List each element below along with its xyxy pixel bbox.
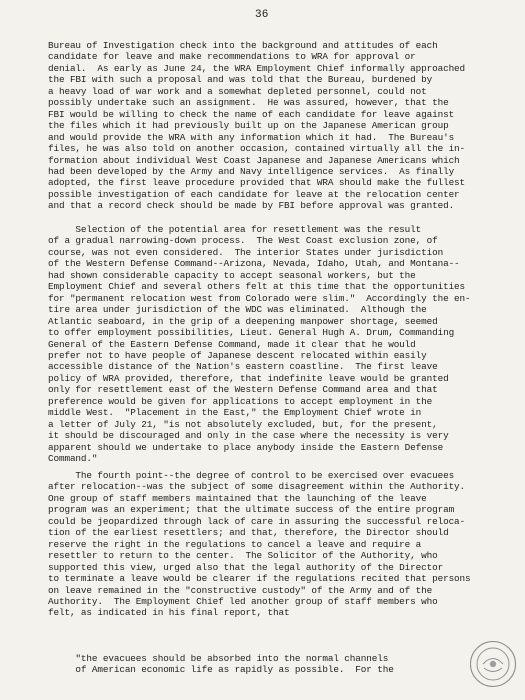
text-line: and that a record check should be made by FBI before approval was granted. (48, 200, 455, 212)
text-line: reserve the right in the regulations to cancel a leave and require a (48, 538, 422, 550)
text-line: Atlantic seaboard, in the grip of a deepening manpower shortage, seemed (48, 315, 438, 327)
text-line: of the Western Defense Command--Arizona, Nevada, Idaho, Utah, and Montana-- (48, 258, 460, 270)
text-line: a heavy load of war work and a somewhat depleted personnel, could not (48, 85, 427, 97)
text-line: files, he was also told on another occasion, contained virtually all the in- (48, 143, 466, 155)
paragraph-fourth-point (48, 470, 498, 619)
text-line: General of the Eastern Defense Command, made it clear that he would (48, 338, 416, 350)
text-line: accessible distance of the Nation's eastern coastline. The first leave (48, 361, 438, 373)
text-line: course, was not even considered. The interior States under jurisdiction (48, 246, 444, 258)
text-line: Command." (48, 453, 98, 465)
text-line: it should be discouraged and only in the case where the necessity is very (48, 430, 449, 442)
paragraph-resettlement-area (48, 224, 498, 465)
text-line: "the evacuees should be absorbed into the normal channels (48, 653, 389, 664)
text-line: apparent should we undertake to place anybody inside the Eastern Defense (48, 441, 444, 453)
text-line: had been developed by the Army and Navy intelligence services. As finally (48, 165, 455, 177)
text-line: of a gradual narrowing-down process. The West Coast exclusion zone, of (48, 235, 438, 247)
text-line: supported this view, urged also that the legal authority of the Director (48, 561, 444, 573)
text-line: The fourth point--the degree of control to be exercised over evacuees (48, 470, 455, 481)
text-line: could be jeopardized through lack of care in assuring the successful reloca- (48, 515, 466, 527)
page-number: 36 (255, 9, 269, 21)
archive-stamp (470, 641, 516, 687)
text-line: Employment Chief and several others felt at this time that the opportunities (48, 281, 466, 293)
text-line: the FBI with such a proposal and was told that the Bureau, burdened by (48, 74, 433, 86)
text-line: candidate for leave and make recommendations to WRA for approval or (48, 51, 416, 63)
text-line: had shown considerable capacity to accept seasonal workers, but the (48, 269, 416, 281)
stamp-seal-icon (471, 642, 515, 686)
text-line: for "permanent relocation west from Colorado were slim." Accordingly the en- (48, 292, 471, 304)
text-line: Bureau of Investigation check into the background and attitudes of each (48, 40, 438, 51)
text-line: to offer employment possibilities, Lieut. General Hugh A. Drum, Commanding (48, 327, 455, 339)
text-line: only for resettlement east of the Western Defense Command area and that (48, 384, 438, 396)
text-line: after relocation--was the subject of some disagreement within the Authority. (48, 481, 466, 493)
text-line: adopted, the first leave procedure provided that WRA should make the fullest (48, 177, 466, 189)
text-line: possibly undertake such an assignment. He was assured, however, that the (48, 97, 449, 109)
text-line: denial. As early as June 24, the WRA Employment Chief informally approached (48, 62, 466, 74)
text-line: and would provide the WRA with any information which it had. The Bureau's (48, 131, 455, 143)
text-line: to terminate a leave would be clearer if the regulations recited that persons (48, 573, 471, 585)
text-line: felt, as indicated in his final report, that (48, 607, 290, 619)
text-line: the files which it had previously built up on the Japanese American group (48, 120, 449, 132)
text-line: tire area under jurisdiction of the WDC was eliminated. Although the (48, 304, 427, 316)
text-line: middle West. "Placement in the East," the Employment Chief wrote in (48, 407, 422, 419)
text-line: of American economic life as rapidly as possible. For the (48, 664, 394, 676)
text-line: Authority. The Employment Chief led another group of staff members who (48, 595, 438, 607)
text-line: resettler to return to the center. The Solicitor of the Authority, who (48, 550, 438, 562)
paragraph-fbi-check (48, 40, 498, 212)
text-line: a letter of July 21, "is not absolutely excluded, but, for the present, (48, 418, 438, 430)
text-line: possible investigation of each candidate for leave at the relocation center (48, 188, 460, 200)
text-line: tion of the earliest resettlers; and that, therefore, the Director should (48, 527, 449, 539)
text-line: program was an experiment; that the ultimate success of the entire program (48, 504, 455, 516)
text-line: Selection of the potential area for resettlement was the result (48, 224, 422, 235)
text-line: One group of staff members maintained that the launching of the leave (48, 492, 427, 504)
text-line: formation about individual West Coast Japanese and Japanese Americans which (48, 154, 460, 166)
text-line: policy of WRA provided, therefore, that indefinite leave would be granted (48, 372, 449, 384)
text-line: preference would be given for applications to accept employment in the (48, 395, 433, 407)
text-line: FBI would be willing to check the name of each candidate for leave against (48, 108, 455, 120)
text-line: prefer not to have people of Japanese descent relocated within easily (48, 349, 427, 361)
block-quote (48, 653, 498, 676)
text-line: on leave remained in the "constructive custody" of the Army and of the (48, 584, 433, 596)
